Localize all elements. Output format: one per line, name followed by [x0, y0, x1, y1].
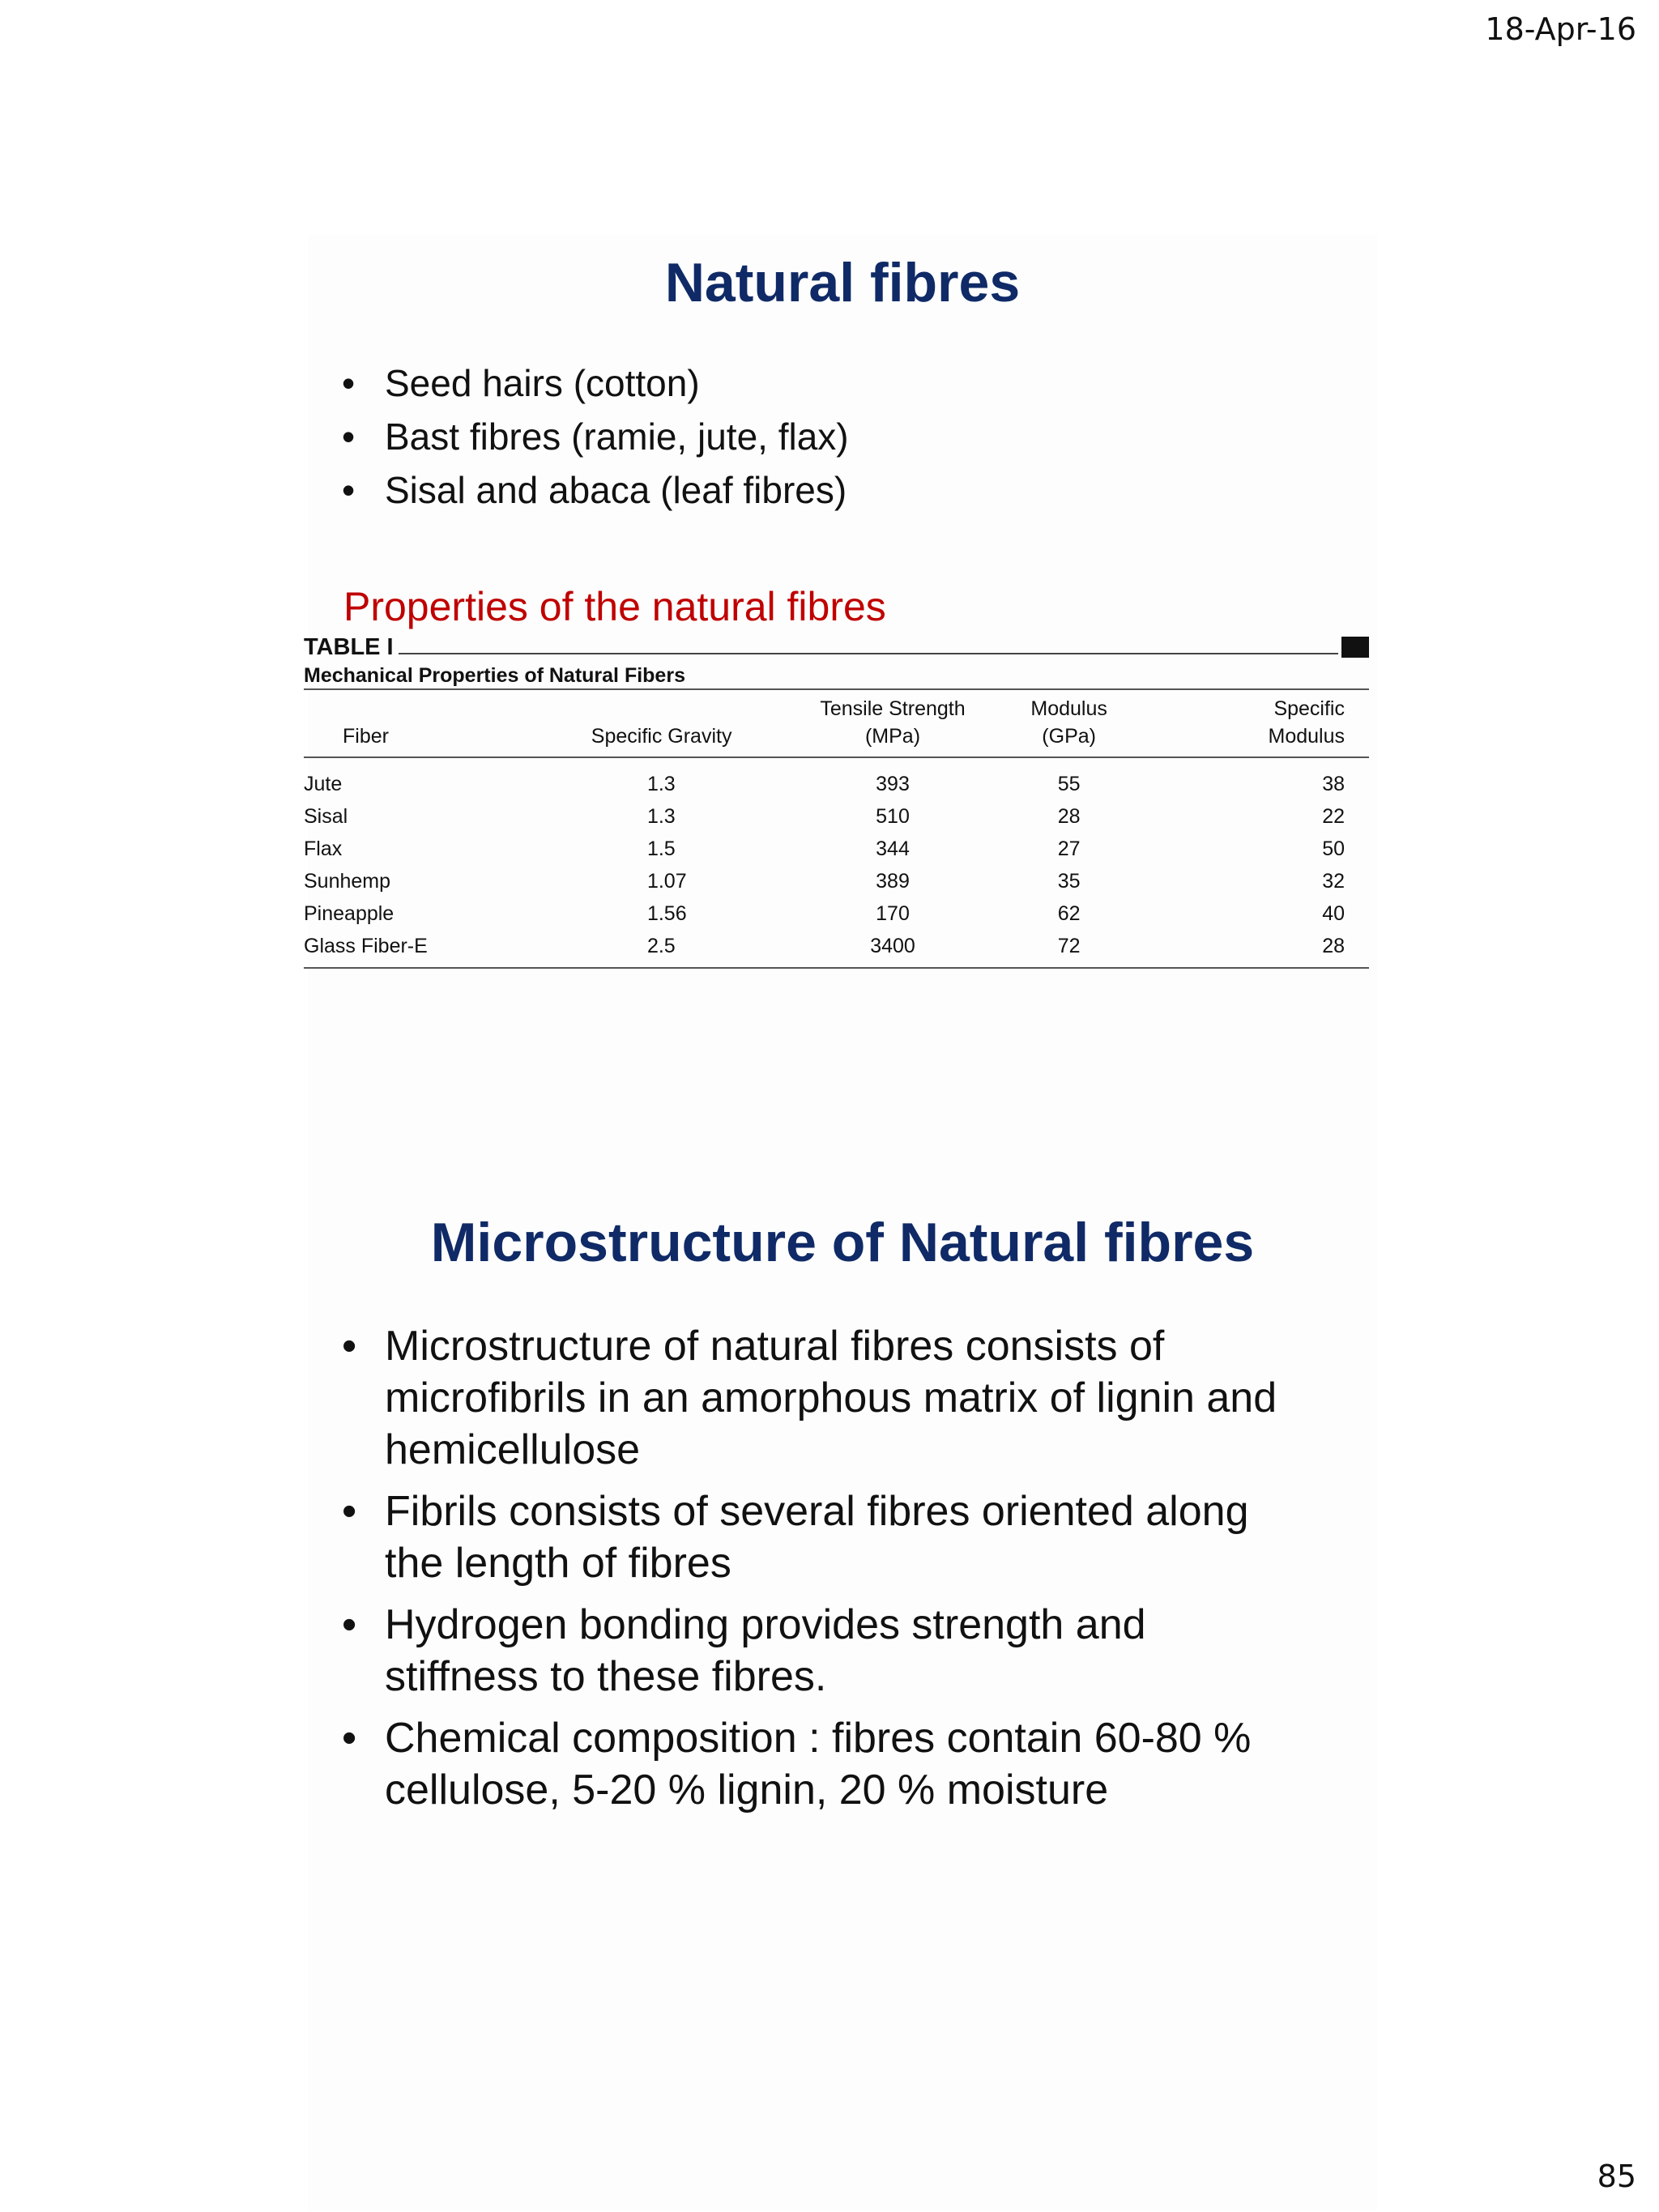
cell-modulus: 72: [992, 930, 1146, 968]
slide-title: Natural fibres: [664, 252, 1021, 313]
cell-specific-gravity: 1.3: [646, 773, 676, 795]
table-row: [304, 930, 1369, 968]
table-row: [304, 865, 1369, 897]
bullet-item: • Chemical composition : fibres contain 60-80 % cellulose, 5-20 % lignin, 20 % moisture: [340, 1712, 1353, 1816]
cell-modulus: 28: [1057, 805, 1081, 828]
cell-specific-modulus: 40: [1322, 902, 1345, 925]
table-row: [304, 897, 1369, 930]
bullet-item: • Fibrils consists of several fibres oriented along the length of fibres: [340, 1485, 1353, 1589]
slide-title: Microstructure of Natural fibres: [430, 1212, 1255, 1273]
table-title-bar: [304, 632, 1369, 659]
cell-modulus: 35: [1057, 870, 1081, 893]
table-title-rule: [399, 653, 1338, 654]
cell-tensile-strength: 393: [876, 773, 910, 795]
table-caption: Mechanical Properties of Natural Fibers: [304, 664, 685, 687]
date-label: 18-Apr-16: [1485, 11, 1636, 47]
cell-fiber: Sunhemp: [304, 870, 391, 893]
header-specific-gravity: Specific Gravity: [530, 690, 793, 757]
cell-modulus: 62: [1057, 902, 1081, 925]
cell-specific-gravity: 1.07: [646, 870, 687, 893]
table-header-row: [304, 690, 1369, 757]
header-fiber: Fiber: [304, 690, 530, 757]
bullet-list: [340, 356, 1312, 517]
cell-specific-gravity: 1.5: [646, 837, 676, 860]
cell-fiber: Sisal: [304, 805, 348, 828]
bullet-item: • Hydrogen bonding provides strength and stiffness to these fibres.: [340, 1599, 1353, 1703]
cell-tensile-strength: 510: [876, 805, 910, 828]
bullet-item: • Seed hairs (cotton): [340, 356, 1312, 410]
table-row: [304, 757, 1369, 800]
cell-specific-modulus: 50: [1322, 837, 1345, 860]
cell-tensile-strength: 3400: [793, 930, 992, 968]
cell-specific-modulus: 38: [1322, 773, 1345, 795]
table-row: [304, 833, 1369, 865]
cell-fiber: Flax: [304, 837, 343, 860]
bullet-item: • Bast fibres (ramie, jute, flax): [340, 410, 1312, 463]
cell-tensile-strength: 170: [876, 902, 910, 925]
cell-fiber: Glass Fiber-E: [304, 930, 530, 968]
bullet-item: • Microstructure of natural fibres consists of microfibrils in an amorphous matrix of lignin and hemicellulose: [340, 1320, 1353, 1476]
cell-tensile-strength: 344: [876, 837, 910, 860]
header-modulus: Modulus (GPa): [992, 690, 1146, 757]
page-number: 85: [1597, 2159, 1636, 2194]
cell-modulus: 55: [1057, 773, 1081, 795]
header-tensile-strength: Tensile Strength (MPa): [793, 690, 992, 757]
slide-natural-fibres: [304, 235, 1377, 1207]
cell-specific-modulus: 22: [1322, 805, 1345, 828]
cell-modulus: 27: [1057, 837, 1081, 860]
table-row: [304, 800, 1369, 833]
bullet-item: • Sisal and abaca (leaf fibres): [340, 463, 1312, 517]
table-marker-square: [1341, 637, 1369, 658]
mechanical-properties-table: [304, 632, 1369, 969]
properties-subheading: Properties of the natural fibres: [343, 584, 886, 629]
bullet-list: [340, 1320, 1353, 1826]
data-table: [304, 690, 1369, 969]
cell-specific-gravity: 2.5: [530, 930, 793, 968]
table-label: TABLE I: [304, 634, 394, 660]
cell-specific-modulus: 28: [1146, 930, 1369, 968]
cell-specific-gravity: 1.56: [646, 902, 687, 925]
cell-specific-gravity: 1.3: [646, 805, 676, 828]
cell-specific-modulus: 32: [1322, 870, 1345, 893]
cell-tensile-strength: 389: [876, 870, 910, 893]
slide-microstructure: [308, 1166, 1377, 2211]
cell-fiber: Pineapple: [304, 902, 394, 925]
header-specific-modulus: Specific Modulus: [1146, 690, 1369, 757]
cell-fiber: Jute: [304, 773, 343, 795]
